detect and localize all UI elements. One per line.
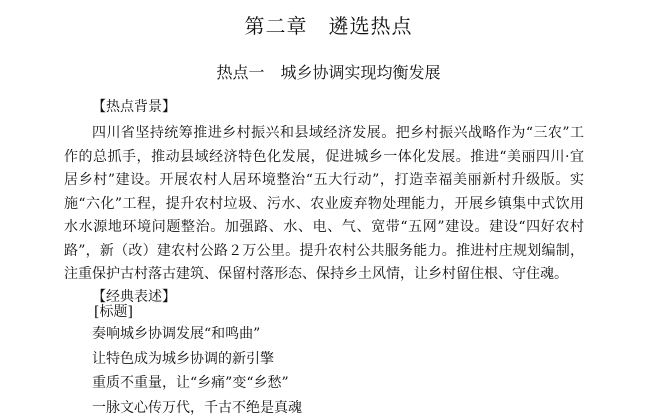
classic-heading: 【经典表述】 bbox=[92, 287, 176, 307]
list-item: 让特色成为城乡协调的新引擎 bbox=[92, 347, 302, 372]
background-paragraph bbox=[64, 122, 584, 287]
section-title: 热点一 城乡协调实现均衡发展 bbox=[0, 62, 657, 84]
title-list bbox=[92, 322, 302, 420]
chapter-title: 第二章 遴选热点 bbox=[0, 12, 657, 40]
paragraph-line: 路”，新（改）建农村公路２万公里。提升农村公共服务能力。推进村庄规划编制， bbox=[64, 240, 584, 264]
paragraph-line: 注重保护古村落古建筑、保留村落形态、保持乡土风情，让乡村留住根、守住魂。 bbox=[64, 263, 584, 287]
paragraph-line: 居乡村”建设。开展农村人居环境整治“五大行动”，打造幸福美丽新村升级版。实 bbox=[64, 169, 584, 193]
paragraph-line: 施“六化”工程，提升农村垃圾、污水、农业废弃物处理能力，开展乡镇集中式饮用 bbox=[64, 193, 584, 217]
paragraph-line: 四川省坚持统筹推进乡村振兴和县域经济发展。把乡村振兴战略作为“三农”工 bbox=[64, 122, 584, 146]
paragraph-line: 水水源地环境问题整治。加强路、水、电、气、宽带“五网”建设。建设“四好农村 bbox=[64, 216, 584, 240]
list-item: 一脉文心传万代，千古不绝是真魂 bbox=[92, 396, 302, 420]
list-item: 奏响城乡协调发展“和鸣曲” bbox=[92, 322, 302, 347]
list-item: 重质不重量，让“乡痛”变“乡愁” bbox=[92, 371, 302, 396]
classic-subheading: [标题] bbox=[94, 302, 133, 322]
paragraph-line: 作的总抓手，推动县域经济特色化发展，促进城乡一体化发展。推进“美丽四川·宜 bbox=[64, 146, 584, 170]
background-heading: 【热点背景】 bbox=[92, 97, 176, 117]
